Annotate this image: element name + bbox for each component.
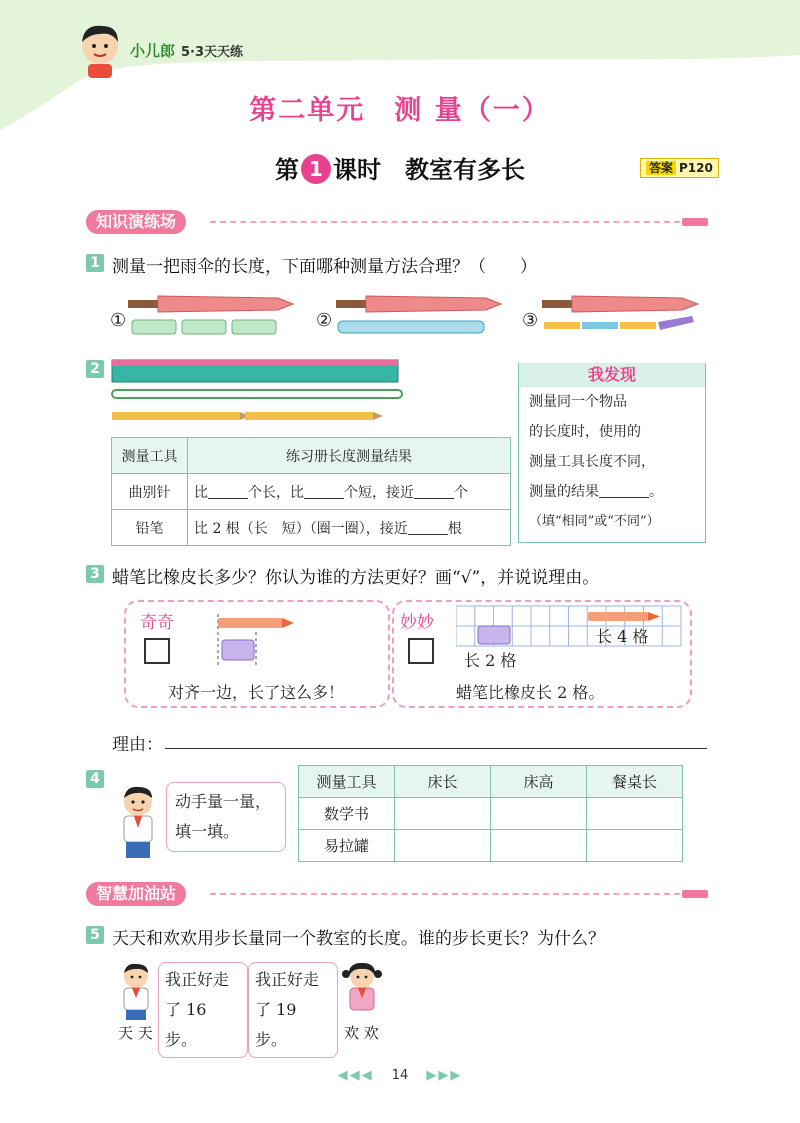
table-header-cell: 床长 xyxy=(395,766,491,798)
text-fragment: 个长，比 xyxy=(248,484,304,501)
q2-measure-table xyxy=(111,437,511,546)
miaomiao-eraser-length: 长 2 格 xyxy=(464,651,517,670)
lesson-number-badge: 1 xyxy=(301,154,331,184)
section-practice-banner: 知识演练场 xyxy=(86,210,186,234)
option-1-label: ① xyxy=(110,310,127,331)
table-header-row xyxy=(299,766,683,798)
question-number-3: 3 xyxy=(86,565,104,583)
text-fragment: 个短，接近 xyxy=(344,484,414,501)
pencil-icon xyxy=(682,890,708,898)
q4-speech-bubble xyxy=(166,782,286,852)
brand-logo xyxy=(130,40,243,61)
answer-blank[interactable] xyxy=(414,485,454,499)
answer-cell[interactable] xyxy=(587,798,683,830)
workbook-clips-pencils-image xyxy=(110,358,405,430)
unit-title: 第二单元 测 量（一） xyxy=(249,95,551,126)
question-3-text: 蜡笔比橡皮长多少？你认为谁的方法更好？画“√”，并说说理由。 xyxy=(112,568,600,588)
brand-name: 小儿郎 xyxy=(130,42,176,60)
discover-line: 的长度时，使用的 xyxy=(529,424,641,440)
table-cell-result xyxy=(188,510,511,546)
brand-series: 5·3天天练 xyxy=(181,45,244,60)
text-fragment: 。 xyxy=(649,484,663,500)
huanhuan-name: 欢 欢 xyxy=(344,1024,379,1042)
table-row xyxy=(112,474,511,510)
section-wisdom-banner: 智慧加油站 xyxy=(86,882,186,906)
tiantian-speech-bubble xyxy=(158,962,248,1058)
table-row-label: 易拉罐 xyxy=(299,830,395,862)
lesson-prefix: 第 xyxy=(275,156,299,184)
table-row xyxy=(112,510,511,546)
table-header-cell: 床高 xyxy=(491,766,587,798)
text-fragment: 比 2 根（长 短）（圈一圈），接近 xyxy=(194,520,408,537)
crayon-eraser-aligned-image xyxy=(212,612,302,668)
answer-cell[interactable] xyxy=(395,798,491,830)
speech-line: 我正好走 xyxy=(165,970,230,989)
umbrella-pencils-image xyxy=(542,288,702,340)
section-divider xyxy=(210,893,680,895)
table-cell-tool: 曲别针 xyxy=(112,474,188,510)
answer-blank[interactable] xyxy=(408,521,448,535)
question-number-4: 4 xyxy=(86,770,104,788)
answer-cell[interactable] xyxy=(587,830,683,862)
speech-line: 填一填。 xyxy=(175,822,240,841)
grid-crayon-eraser-image xyxy=(456,604,686,648)
discover-line: （填“相同”或“不同”） xyxy=(529,514,660,529)
miaomiao-checkbox[interactable] xyxy=(408,638,434,664)
miaomiao-caption: 蜡笔比橡皮长 2 格。 xyxy=(456,683,605,702)
answer-cell[interactable] xyxy=(395,830,491,862)
huanhuan-character-icon xyxy=(338,960,386,1022)
section-divider xyxy=(210,221,680,223)
table-cell-tool: 铅笔 xyxy=(112,510,188,546)
qiqi-checkbox[interactable] xyxy=(144,638,170,664)
text-fragment: 比 xyxy=(194,484,208,501)
speech-line: 我正好走 xyxy=(255,970,320,989)
table-row-label: 数学书 xyxy=(299,798,395,830)
discover-box xyxy=(518,363,706,543)
discover-title: 我发现 xyxy=(519,363,705,387)
umbrella-eraser-image xyxy=(128,288,298,340)
page-footer xyxy=(0,1068,800,1083)
discover-line: 测量同一个物品 xyxy=(529,394,627,410)
lesson-suffix: 课时 教室有多长 xyxy=(333,156,525,184)
answer-cell[interactable] xyxy=(491,798,587,830)
text-fragment: 个 xyxy=(454,484,468,501)
table-header-cell: 练习册长度测量结果 xyxy=(188,438,511,474)
table-header-cell: 餐桌长 xyxy=(587,766,683,798)
answer-blank[interactable] xyxy=(304,485,344,499)
boy-mascot-icon xyxy=(72,20,128,80)
reason-answer-line[interactable] xyxy=(165,748,707,749)
discover-line: 测量工具长度不同， xyxy=(529,454,655,470)
speech-line: 了 16 步。 xyxy=(165,1000,207,1049)
text-fragment: 根 xyxy=(447,520,462,537)
table-row xyxy=(299,798,683,830)
footer-right-arrows: ▶▶▶ xyxy=(426,1068,463,1083)
text-fragment: 测量的结果 xyxy=(529,484,599,500)
qiqi-name: 奇奇 xyxy=(140,613,174,633)
question-number-5: 5 xyxy=(86,926,104,944)
huanhuan-speech-bubble xyxy=(248,962,338,1058)
q4-measure-table xyxy=(298,765,683,862)
answer-blank[interactable] xyxy=(599,484,649,498)
tiantian-name: 天 天 xyxy=(118,1024,153,1042)
boy-character-icon xyxy=(108,782,168,862)
table-header-cell: 测量工具 xyxy=(112,438,188,474)
question-1-text: 测量一把雨伞的长度，下面哪种测量方法合理？（ ） xyxy=(112,257,537,277)
qiqi-caption: 对齐一边，长了这么多！ xyxy=(168,683,345,702)
miaomiao-crayon-length: 长 4 格 xyxy=(596,627,649,646)
speech-line: 了 19 步。 xyxy=(255,1000,297,1049)
discover-body xyxy=(529,387,707,537)
umbrella-clips-image xyxy=(336,288,506,340)
page-number: 14 xyxy=(391,1068,409,1083)
miaomiao-name: 妙妙 xyxy=(400,613,434,633)
table-cell-result xyxy=(188,474,511,510)
answer-reference xyxy=(640,158,719,178)
question-number-1: 1 xyxy=(86,254,104,272)
answer-cell[interactable] xyxy=(491,830,587,862)
table-header-row xyxy=(112,438,511,474)
pencil-icon xyxy=(682,218,708,226)
question-number-2: 2 xyxy=(86,360,104,378)
question-5-text: 天天和欢欢用步长量同一个教室的长度。谁的步长更长？为什么？ xyxy=(112,929,605,949)
answer-blank[interactable] xyxy=(208,485,248,499)
table-header-cell: 测量工具 xyxy=(299,766,395,798)
discover-line xyxy=(529,477,707,507)
reason-label: 理由： xyxy=(112,735,163,755)
footer-left-arrows: ◀◀◀ xyxy=(337,1068,374,1083)
answer-page: P120 xyxy=(679,161,713,175)
table-row xyxy=(299,830,683,862)
option-3-label: ③ xyxy=(522,310,539,331)
answer-label: 答案 xyxy=(646,161,676,175)
speech-line: 动手量一量， xyxy=(175,792,272,811)
tiantian-character-icon xyxy=(112,960,160,1022)
option-2-label: ② xyxy=(316,310,333,331)
